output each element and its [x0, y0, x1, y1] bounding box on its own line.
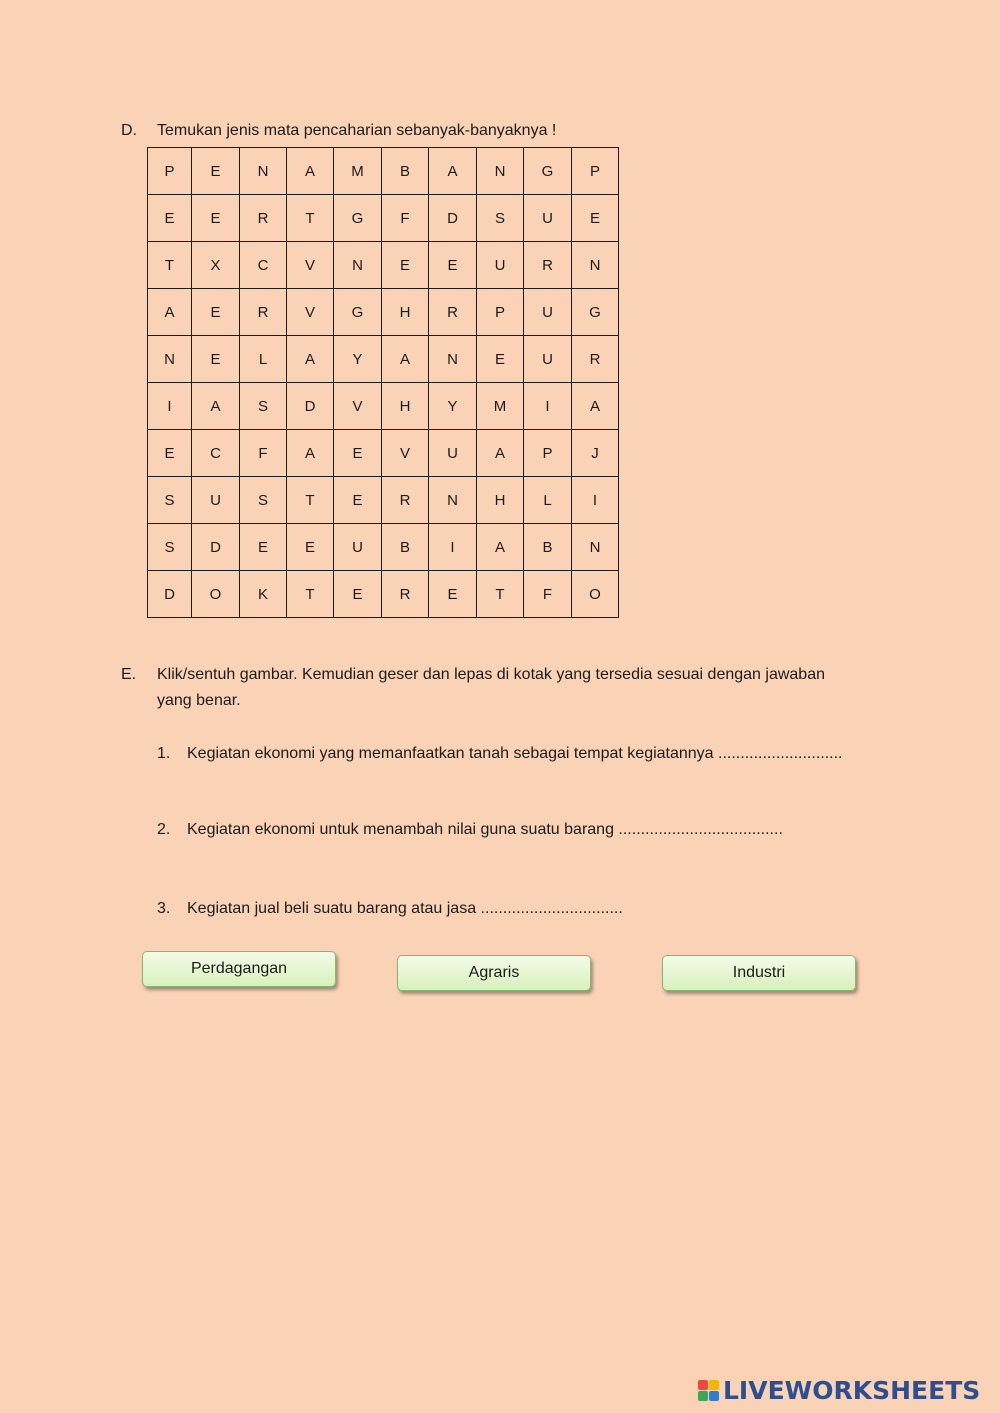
grid-cell: V — [287, 242, 334, 289]
grid-cell: E — [287, 524, 334, 571]
grid-cell: T — [287, 195, 334, 242]
grid-cell: A — [572, 383, 619, 430]
grid-cell: H — [382, 383, 429, 430]
grid-cell: Y — [429, 383, 477, 430]
grid-cell: S — [240, 383, 287, 430]
grid-cell: U — [524, 195, 572, 242]
grid-cell: A — [287, 148, 334, 195]
logo-tile-yellow — [709, 1380, 719, 1390]
grid-cell: M — [334, 148, 382, 195]
grid-cell: T — [148, 242, 192, 289]
logo-tile-red — [698, 1380, 708, 1390]
liveworksheets-brand[interactable] — [698, 1376, 980, 1405]
grid-cell: U — [192, 477, 240, 524]
grid-row — [148, 195, 619, 242]
section-e-instruction-line1: Klik/sentuh gambar. Kemudian geser dan lepas di kotak yang tersedia sesuai dengan jawaban — [157, 666, 825, 683]
question-2-text: Kegiatan ekonomi untuk menambah nilai guna suatu barang ..................................... — [187, 821, 783, 838]
grid-cell: R — [240, 289, 287, 336]
grid-row — [148, 336, 619, 383]
grid-cell: U — [334, 524, 382, 571]
grid-cell: A — [192, 383, 240, 430]
question-2-number: 2. — [157, 821, 171, 838]
grid-cell: A — [477, 524, 524, 571]
grid-cell: U — [477, 242, 524, 289]
grid-cell: D — [192, 524, 240, 571]
grid-cell: A — [148, 289, 192, 336]
liveworksheets-logo-icon — [698, 1380, 719, 1401]
question-1-text: Kegiatan ekonomi yang memanfaatkan tanah sebagai tempat kegiatannya ............................ — [187, 745, 843, 762]
grid-cell: U — [524, 336, 572, 383]
grid-cell: G — [572, 289, 619, 336]
grid-row — [148, 477, 619, 524]
grid-cell: V — [334, 383, 382, 430]
grid-cell: P — [148, 148, 192, 195]
grid-cell: O — [192, 571, 240, 618]
logo-tile-green — [698, 1391, 708, 1401]
grid-cell: O — [572, 571, 619, 618]
grid-row — [148, 383, 619, 430]
grid-cell: E — [382, 242, 429, 289]
grid-cell: L — [524, 477, 572, 524]
question-1-number: 1. — [157, 745, 171, 762]
grid-cell: R — [240, 195, 287, 242]
grid-cell: A — [287, 336, 334, 383]
grid-row — [148, 430, 619, 477]
word-search-grid — [147, 147, 619, 618]
option-agraris-button[interactable]: Agraris — [397, 955, 591, 991]
grid-cell: D — [429, 195, 477, 242]
grid-cell: E — [192, 336, 240, 383]
grid-cell: X — [192, 242, 240, 289]
grid-cell: V — [287, 289, 334, 336]
grid-cell: C — [240, 242, 287, 289]
grid-cell: G — [524, 148, 572, 195]
grid-cell: R — [382, 571, 429, 618]
grid-cell: G — [334, 195, 382, 242]
option-industri-button[interactable]: Industri — [662, 955, 856, 991]
grid-cell: U — [429, 430, 477, 477]
grid-cell: C — [192, 430, 240, 477]
section-e-label: E. — [121, 666, 137, 683]
grid-cell: S — [477, 195, 524, 242]
grid-cell: E — [334, 571, 382, 618]
grid-cell: E — [477, 336, 524, 383]
grid-cell: N — [572, 524, 619, 571]
grid-cell: E — [192, 195, 240, 242]
grid-cell: N — [148, 336, 192, 383]
grid-cell: D — [148, 571, 192, 618]
grid-cell: E — [429, 571, 477, 618]
grid-cell: R — [382, 477, 429, 524]
grid-cell: B — [382, 148, 429, 195]
grid-cell: E — [148, 430, 192, 477]
grid-cell: R — [572, 336, 619, 383]
grid-cell: T — [287, 571, 334, 618]
grid-cell: H — [382, 289, 429, 336]
grid-cell: M — [477, 383, 524, 430]
grid-cell: A — [477, 430, 524, 477]
grid-cell: E — [334, 477, 382, 524]
liveworksheets-wordmark: LIVEWORKSHEETS — [723, 1376, 981, 1405]
grid-row — [148, 242, 619, 289]
grid-cell: K — [240, 571, 287, 618]
grid-cell: S — [148, 477, 192, 524]
grid-cell: S — [240, 477, 287, 524]
grid-cell: E — [429, 242, 477, 289]
grid-cell: L — [240, 336, 287, 383]
section-d-instruction: Temukan jenis mata pencaharian sebanyak-banyaknya ! — [157, 122, 557, 139]
grid-cell: N — [334, 242, 382, 289]
grid-row — [148, 148, 619, 195]
grid-cell: Y — [334, 336, 382, 383]
grid-cell: F — [240, 430, 287, 477]
section-d-label: D. — [121, 122, 137, 139]
grid-cell: N — [240, 148, 287, 195]
grid-cell: N — [429, 477, 477, 524]
question-3-text: Kegiatan jual beli suatu barang atau jasa ................................ — [187, 900, 623, 917]
grid-cell: I — [572, 477, 619, 524]
grid-cell: P — [477, 289, 524, 336]
grid-cell: F — [524, 571, 572, 618]
grid-cell: N — [429, 336, 477, 383]
grid-cell: T — [287, 477, 334, 524]
grid-cell: E — [192, 148, 240, 195]
grid-cell: B — [524, 524, 572, 571]
grid-cell: E — [240, 524, 287, 571]
grid-cell: A — [429, 148, 477, 195]
grid-cell: E — [192, 289, 240, 336]
section-e-instruction-line2: yang benar. — [157, 692, 241, 709]
grid-cell: A — [287, 430, 334, 477]
grid-cell: E — [148, 195, 192, 242]
grid-cell: V — [382, 430, 429, 477]
option-perdagangan-button[interactable]: Perdagangan — [142, 951, 336, 987]
grid-cell: N — [477, 148, 524, 195]
grid-cell: S — [148, 524, 192, 571]
logo-tile-blue — [709, 1391, 719, 1401]
grid-cell: E — [572, 195, 619, 242]
grid-cell: I — [524, 383, 572, 430]
grid-cell: J — [572, 430, 619, 477]
grid-cell: B — [382, 524, 429, 571]
grid-cell: D — [287, 383, 334, 430]
grid-cell: T — [477, 571, 524, 618]
grid-cell: P — [572, 148, 619, 195]
grid-cell: E — [334, 430, 382, 477]
grid-row — [148, 524, 619, 571]
grid-cell: R — [429, 289, 477, 336]
grid-cell: R — [524, 242, 572, 289]
grid-row — [148, 289, 619, 336]
grid-cell: H — [477, 477, 524, 524]
grid-row — [148, 571, 619, 618]
grid-cell: N — [572, 242, 619, 289]
grid-cell: U — [524, 289, 572, 336]
grid-cell: F — [382, 195, 429, 242]
grid-cell: G — [334, 289, 382, 336]
grid-cell: A — [382, 336, 429, 383]
grid-cell: I — [429, 524, 477, 571]
grid-cell: I — [148, 383, 192, 430]
question-3-number: 3. — [157, 900, 171, 917]
grid-cell: P — [524, 430, 572, 477]
